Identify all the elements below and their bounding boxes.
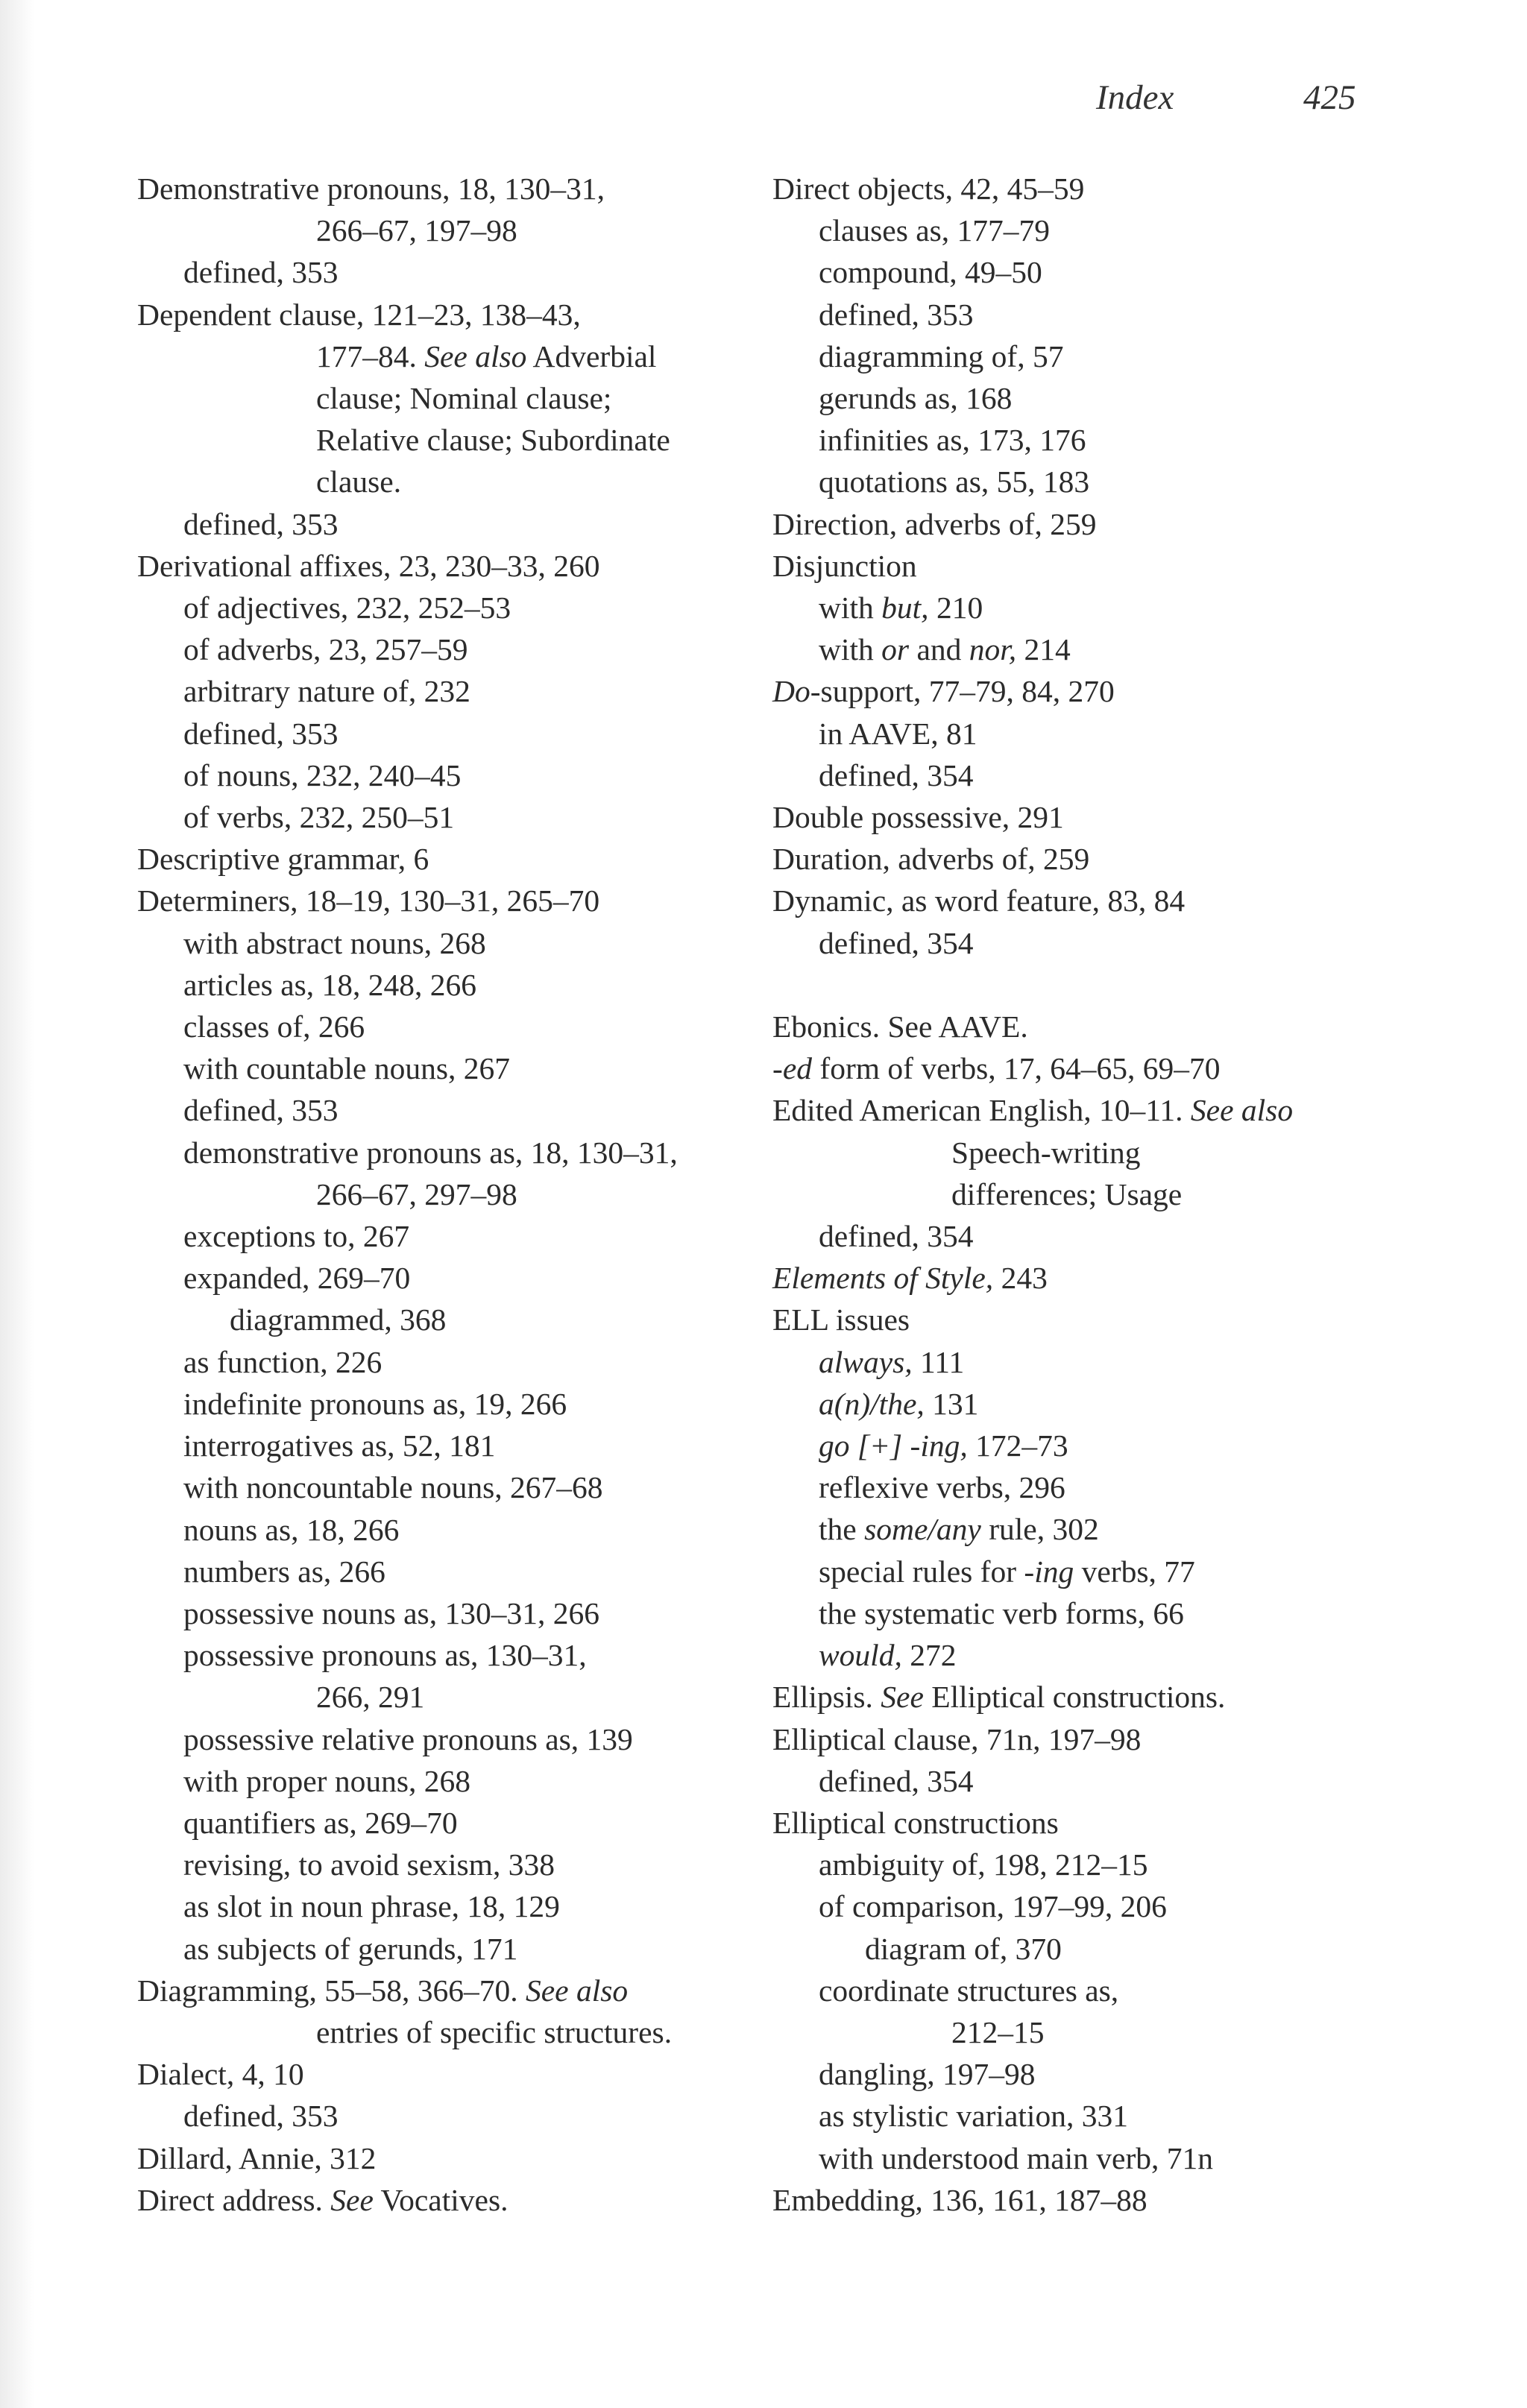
index-entry-continuation	[137, 461, 749, 502]
entry-text: possessive pronouns as, 130–31,	[183, 1638, 587, 1673]
index-subentry	[772, 2095, 1429, 2137]
entry-text: clause; Nominal clause;	[316, 381, 612, 416]
index-subentry	[772, 209, 1429, 251]
index-entry-continuation	[772, 1132, 1429, 1173]
entry-text: Dillard, Annie, 312	[137, 2140, 377, 2175]
entry-text: 272	[901, 1638, 957, 1673]
index-subentry	[137, 1341, 749, 1383]
index-subentry	[137, 587, 749, 628]
index-subentry	[137, 964, 749, 1006]
page-number: 425	[1303, 78, 1356, 117]
entry-text: Descriptive grammar, 6	[137, 842, 429, 877]
entry-text: defined, 353	[183, 1093, 339, 1128]
entry-text: 131	[924, 1386, 979, 1421]
entry-text: 172–73	[967, 1428, 1068, 1463]
entry-text: defined, 354	[819, 925, 974, 960]
index-subentry	[772, 1970, 1429, 2011]
index-subentry	[772, 1928, 1429, 1970]
index-entry-continuation	[137, 1676, 749, 1718]
italic-text: See also	[1190, 1093, 1294, 1128]
entry-text: possessive relative pronouns as, 139	[183, 1721, 633, 1756]
index-subentry	[137, 1257, 749, 1299]
index-subentry	[772, 1634, 1429, 1676]
page-edge-shadow	[0, 0, 34, 2408]
index-subentry	[772, 587, 1429, 628]
entry-text: Embedding, 136, 161, 187–88	[772, 2182, 1147, 2217]
index-letter-gap	[772, 964, 1429, 1006]
index-entry-continuation	[137, 2011, 749, 2053]
index-main-entry	[772, 670, 1429, 712]
entry-text: defined, 354	[819, 1763, 974, 1798]
entry-text: with understood main verb, 71n	[819, 2140, 1214, 2175]
index-subentry	[137, 1466, 749, 1508]
entry-text: with	[819, 632, 882, 667]
entry-text: of comparison, 197–99, 206	[819, 1889, 1167, 1924]
entry-text: Edited American English, 10–11.	[772, 1093, 1191, 1128]
running-head-title: Index	[1096, 78, 1174, 117]
index-main-entry	[137, 2137, 749, 2179]
entry-text: rule, 302	[980, 1512, 1099, 1547]
entry-text: Dynamic, as word feature, 83, 84	[772, 883, 1186, 918]
index-main-entry	[772, 1089, 1429, 1131]
entry-text: clauses as, 177–79	[819, 213, 1051, 248]
index-subentry	[137, 1928, 749, 1970]
entry-text: verbs, 77	[1074, 1554, 1195, 1589]
index-entry-continuation	[137, 377, 749, 419]
index-subentry	[772, 754, 1429, 796]
index-main-entry	[137, 2179, 749, 2221]
index-subentry	[772, 251, 1429, 293]
entry-text: Determiners, 18–19, 130–31, 265–70	[137, 883, 600, 918]
index-subentry	[772, 1844, 1429, 1885]
index-main-entry	[772, 1047, 1429, 1089]
index-subentry	[137, 1634, 749, 1676]
entry-text: coordinate structures as,	[819, 1973, 1119, 2008]
entry-text: 266–67, 197–98	[316, 213, 517, 248]
index-subentry	[137, 922, 749, 964]
index-main-entry	[137, 2053, 749, 2095]
italic-text: or	[881, 632, 910, 667]
entry-text: Derivational affixes, 23, 230–33, 260	[137, 548, 600, 583]
entry-text: Elliptical constructions.	[923, 1680, 1226, 1715]
entry-text: nouns as, 18, 266	[183, 1512, 400, 1547]
index-subentry	[137, 1802, 749, 1844]
entry-text: defined, 354	[819, 1219, 974, 1254]
entry-text: defined, 353	[819, 297, 974, 332]
entry-text: of verbs, 232, 250–51	[183, 800, 455, 835]
entry-text: reflexive verbs, 296	[819, 1470, 1065, 1505]
entry-text: defined, 353	[183, 255, 339, 290]
entry-text: with proper nouns, 268	[183, 1763, 470, 1798]
entry-text: diagrammed, 368	[230, 1302, 447, 1337]
entry-text: 214	[1016, 632, 1071, 667]
entry-text: Duration, adverbs of, 259	[772, 842, 1090, 877]
italic-text: Elements of Style,	[772, 1261, 994, 1296]
index-main-entry	[772, 1299, 1429, 1340]
index-main-entry	[772, 1802, 1429, 1844]
entry-text: clause.	[316, 464, 402, 499]
index-main-entry	[772, 2179, 1429, 2221]
entry-text: 266, 291	[316, 1680, 425, 1715]
index-subentry	[137, 1844, 749, 1885]
index-subentry	[137, 1592, 749, 1634]
index-subentry	[137, 1551, 749, 1592]
italic-text: always,	[819, 1344, 913, 1379]
index-subentry	[772, 1592, 1429, 1634]
entry-text: form of verbs, 17, 64–65, 69–70	[812, 1051, 1221, 1086]
entry-text: the	[819, 1512, 865, 1547]
entry-text: Disjunction	[772, 548, 917, 583]
entry-text: of adverbs, 23, 257–59	[183, 632, 468, 667]
running-head	[0, 78, 1527, 130]
entry-text: exceptions to, 267	[183, 1219, 410, 1254]
entry-text: 177–84.	[316, 338, 425, 374]
index-subentry	[772, 2053, 1429, 2095]
index-main-entry	[772, 838, 1429, 880]
index-subentry	[772, 1885, 1429, 1927]
entry-text: diagramming of, 57	[819, 338, 1064, 374]
entry-text: classes of, 266	[183, 1009, 365, 1044]
index-subentry	[137, 1509, 749, 1551]
index-main-entry	[772, 880, 1429, 921]
italic-text: See also	[424, 338, 527, 374]
italic-text: -ed	[772, 1051, 812, 1086]
entry-text: Speech-writing	[951, 1135, 1141, 1170]
index-subentry	[137, 1885, 749, 1927]
entry-text: differences; Usage	[951, 1176, 1183, 1211]
index-subentry	[137, 1760, 749, 1802]
entry-text: expanded, 269–70	[183, 1261, 411, 1296]
index-main-entry	[137, 1970, 749, 2011]
entry-text: defined, 353	[183, 506, 339, 541]
italic-text: some/any	[864, 1512, 981, 1547]
index-main-entry	[772, 545, 1429, 587]
entry-text: Direction, adverbs of, 259	[772, 506, 1097, 541]
entry-text: Ebonics. See AAVE.	[772, 1009, 1028, 1044]
italic-text: nor,	[969, 632, 1017, 667]
index-main-entry	[137, 294, 749, 335]
index-subentry	[137, 670, 749, 712]
index-main-entry	[772, 796, 1429, 838]
index-subentry	[137, 1718, 749, 1760]
entry-text: arbitrary nature of, 232	[183, 674, 470, 709]
italic-text: -ing	[1024, 1554, 1074, 1589]
entry-text: -support, 77–79, 84, 270	[810, 674, 1115, 709]
index-subentry	[772, 1760, 1429, 1802]
index-subentry	[137, 1089, 749, 1131]
index-column-right	[772, 168, 1429, 2221]
index-subentry	[772, 1425, 1429, 1466]
entry-text: interrogatives as, 52, 181	[183, 1428, 496, 1463]
index-subentry	[137, 713, 749, 754]
index-subentry	[137, 251, 749, 293]
index-subentry	[137, 796, 749, 838]
entry-text: numbers as, 266	[183, 1554, 385, 1589]
entry-text: in AAVE, 81	[819, 716, 977, 751]
index-subentry	[772, 461, 1429, 502]
entry-text: of nouns, 232, 240–45	[183, 757, 462, 792]
entry-text: indefinite pronouns as, 19, 266	[183, 1386, 567, 1421]
italic-text: See	[330, 2182, 374, 2217]
entry-text: special rules for	[819, 1554, 1024, 1589]
index-subentry	[772, 628, 1429, 670]
index-subentry	[772, 1466, 1429, 1508]
entry-text: and	[909, 632, 969, 667]
index-subentry	[772, 335, 1429, 377]
italic-text: Do	[772, 674, 810, 709]
index-subentry	[137, 1383, 749, 1425]
entry-text: of adjectives, 232, 252–53	[183, 590, 511, 625]
entry-text: dangling, 197–98	[819, 2057, 1036, 2092]
index-subentry	[772, 1383, 1429, 1425]
index-main-entry	[137, 880, 749, 921]
entry-text: revising, to avoid sexism, 338	[183, 1847, 555, 1882]
entry-text: Diagramming, 55–58, 366–70.	[137, 1973, 526, 2008]
italic-text: but,	[881, 590, 929, 625]
index-main-entry	[137, 545, 749, 587]
index-main-entry	[137, 168, 749, 209]
entry-text: as subjects of gerunds, 171	[183, 1931, 518, 1966]
italic-text: See	[881, 1680, 924, 1715]
entry-text: Dialect, 4, 10	[137, 2057, 304, 2092]
entry-text: Relative clause; Subordinate	[316, 423, 670, 458]
index-entry-continuation	[772, 1173, 1429, 1215]
entry-text: ambiguity of, 198, 212–15	[819, 1847, 1148, 1882]
index-subentry	[772, 294, 1429, 335]
index-column-left	[137, 168, 749, 2221]
index-main-entry	[772, 1718, 1429, 1760]
index-subentry	[137, 503, 749, 545]
entry-text: compound, 49–50	[819, 255, 1042, 290]
index-subentry	[772, 1551, 1429, 1592]
entry-text: possessive nouns as, 130–31, 266	[183, 1595, 599, 1630]
index-subentry	[137, 754, 749, 796]
index-subentry	[137, 1047, 749, 1089]
italic-text: a(n)/the,	[819, 1386, 925, 1421]
index-subentry	[137, 1425, 749, 1466]
entry-text: 266–67, 297–98	[316, 1176, 517, 1211]
index-subentry	[772, 713, 1429, 754]
entry-text: gerunds as, 168	[819, 381, 1013, 416]
index-subentry	[772, 2137, 1429, 2179]
entry-text: as function, 226	[183, 1344, 382, 1379]
entry-text: entries of specific structures.	[316, 2014, 673, 2049]
index-subentry	[772, 1508, 1429, 1550]
index-main-entry	[137, 838, 749, 880]
entry-text: Double possessive, 291	[772, 800, 1064, 835]
entry-text: infinities as, 173, 176	[819, 423, 1086, 458]
index-subentry	[772, 1341, 1429, 1383]
index-subentry	[137, 628, 749, 670]
entry-text: with noncountable nouns, 267–68	[183, 1470, 603, 1505]
entry-text: Direct objects, 42, 45–59	[772, 171, 1085, 206]
entry-text: Direct address.	[137, 2182, 331, 2217]
index-subentry	[137, 1215, 749, 1257]
entry-text: 111	[912, 1344, 965, 1379]
entry-text: 212–15	[951, 2014, 1045, 2049]
entry-text: ELL issues	[772, 1302, 910, 1337]
italic-text: go [+] -ing,	[819, 1428, 968, 1463]
entry-text: with countable nouns, 267	[183, 1051, 510, 1086]
entry-text: demonstrative pronouns as, 18, 130–31,	[183, 1135, 678, 1170]
index-subentry	[772, 922, 1429, 964]
index-subentry	[137, 2095, 749, 2137]
index-entry-continuation	[137, 335, 749, 377]
entry-text: Demonstrative pronouns, 18, 130–31,	[137, 171, 605, 206]
index-main-entry	[772, 503, 1429, 545]
entry-text: defined, 354	[819, 757, 974, 792]
index-subentry	[772, 377, 1429, 419]
entry-text: Elliptical constructions	[772, 1805, 1059, 1840]
index-main-entry	[772, 1676, 1429, 1718]
index-main-entry	[772, 1006, 1429, 1047]
entry-text: diagram of, 370	[865, 1931, 1062, 1966]
entry-text: Adverbial	[526, 338, 657, 374]
index-entry-continuation	[137, 209, 749, 251]
entry-text: defined, 353	[183, 716, 339, 751]
index-main-entry	[772, 168, 1429, 209]
entry-text: Dependent clause, 121–23, 138–43,	[137, 297, 581, 332]
entry-text: the systematic verb forms, 66	[819, 1595, 1184, 1630]
index-subentry	[772, 1215, 1429, 1257]
entry-text: Ellipsis.	[772, 1680, 881, 1715]
entry-text: defined, 353	[183, 2099, 339, 2134]
index-entry-continuation	[772, 2011, 1429, 2053]
entry-text: Elliptical clause, 71n, 197–98	[772, 1721, 1142, 1756]
entry-text: with abstract nouns, 268	[183, 925, 486, 960]
entry-text: with	[819, 590, 882, 625]
entry-text: articles as, 18, 248, 266	[183, 967, 477, 1002]
entry-text: quotations as, 55, 183	[819, 464, 1090, 499]
italic-text: would,	[819, 1638, 902, 1673]
index-entry-continuation	[137, 419, 749, 461]
entry-text: as slot in noun phrase, 18, 129	[183, 1889, 560, 1924]
index-main-entry	[772, 1257, 1429, 1299]
entry-text: 210	[928, 590, 983, 625]
italic-text: See also	[526, 1973, 629, 2008]
index-entry-continuation	[137, 1173, 749, 1215]
index-subentry	[137, 1299, 749, 1340]
index-subentry	[137, 1132, 749, 1173]
entry-text: quantifiers as, 269–70	[183, 1805, 458, 1840]
entry-text: 243	[993, 1261, 1048, 1296]
entry-text: Vocatives.	[373, 2182, 509, 2217]
index-subentry	[137, 1006, 749, 1047]
index-subentry	[772, 419, 1429, 461]
entry-text: as stylistic variation, 331	[819, 2099, 1128, 2134]
